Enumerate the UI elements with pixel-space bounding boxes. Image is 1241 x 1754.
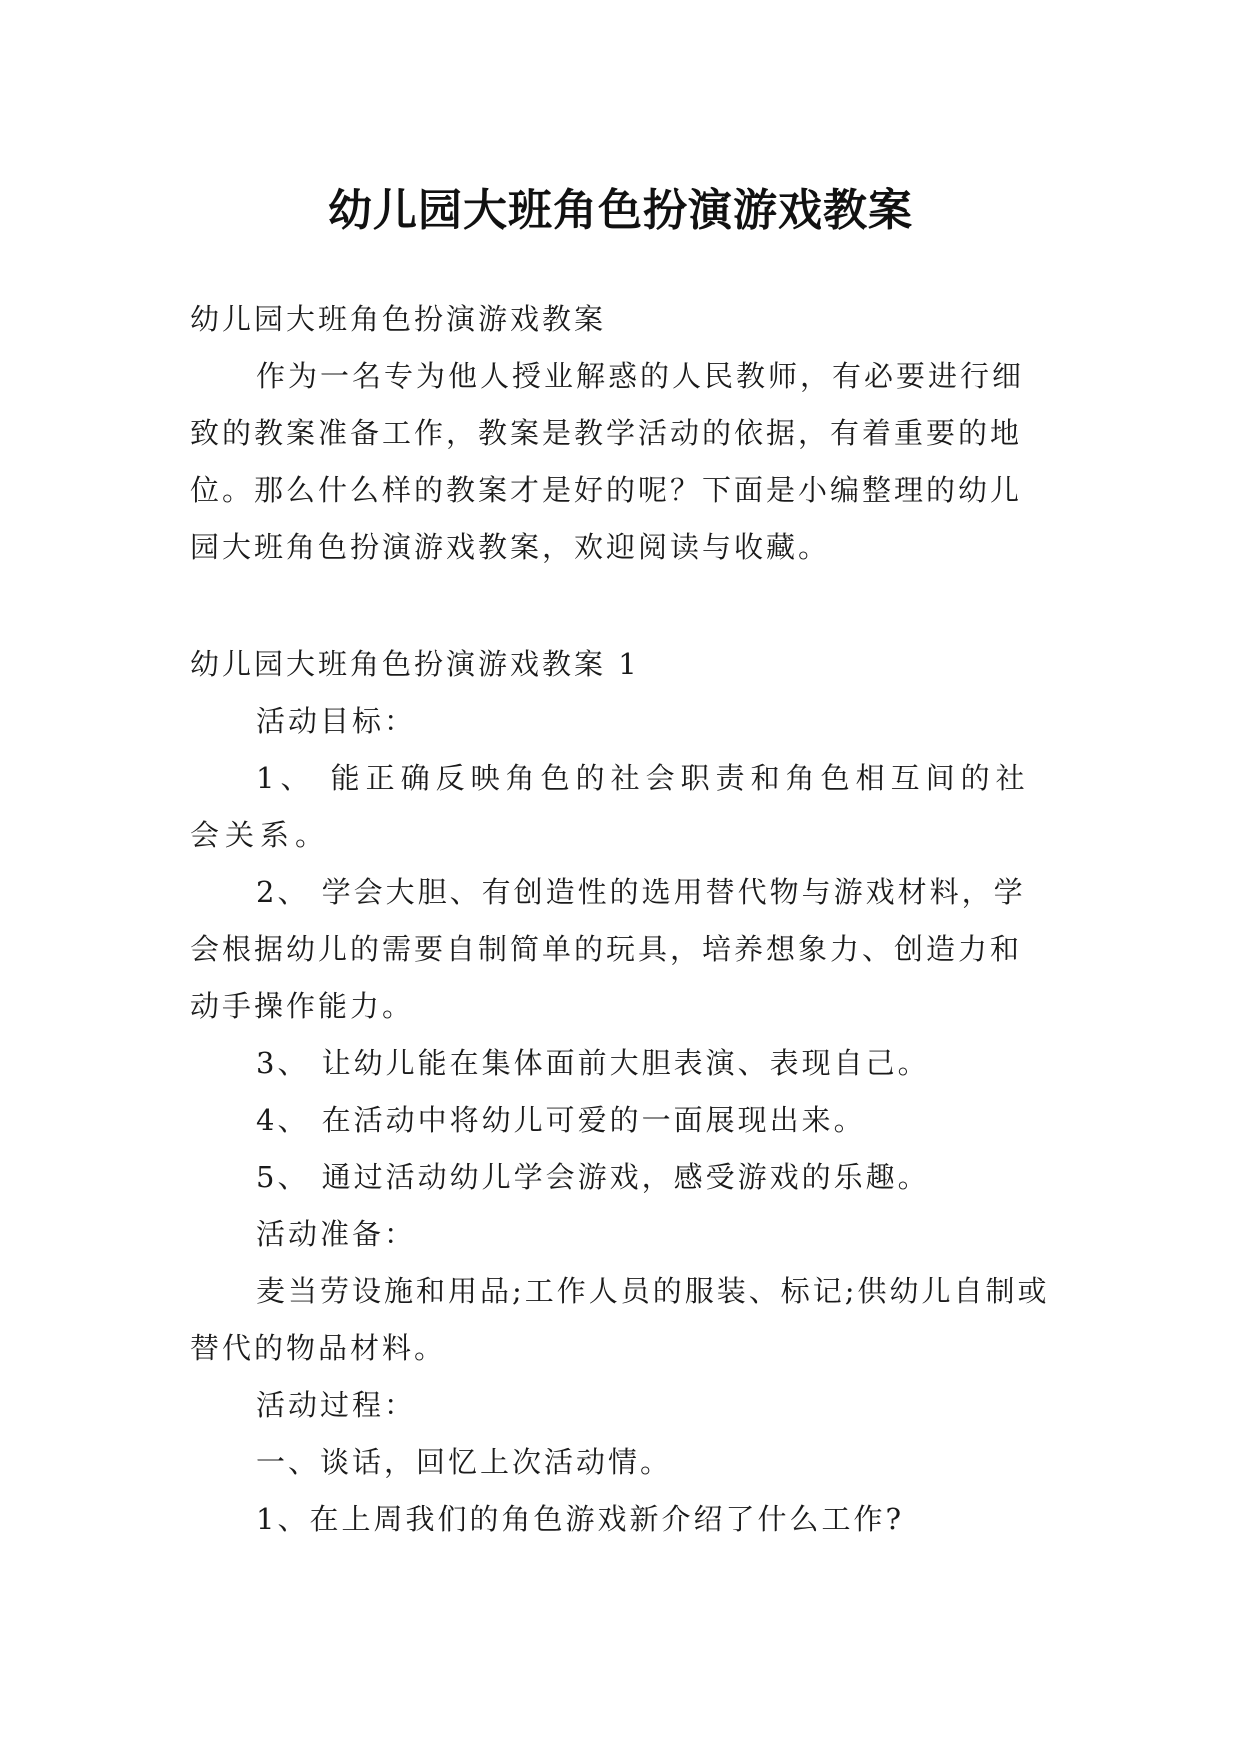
process-step-1: 一、谈话，回忆上次活动情。 — [256, 1445, 673, 1479]
goal-item-1: 1、 能正确反映角色的社会职责和角色相互间的社会关系。 — [190, 761, 1031, 852]
activity-goals-label: 活动目标： — [256, 704, 417, 738]
process-substep-1: 1、在上周我们的角色游戏新介绍了什么工作? — [256, 1502, 904, 1536]
goal-item-2: 2、 学会大胆、有创造性的选用替代物与游戏材料，学会根据幼儿的需要自制简单的玩具，培养想象力、创造力和动手操作能力。 — [190, 875, 1026, 1023]
activity-prep-label: 活动准备： — [256, 1217, 417, 1251]
activity-process-label: 活动过程： — [256, 1388, 417, 1422]
document-body — [190, 291, 1050, 1548]
activity-prep-text: 麦当劳设施和用品;工作人员的服装、标记;供幼儿自制或替代的物品材料。 — [190, 1274, 1050, 1365]
goal-item-5: 5、 通过活动幼儿学会游戏，感受游戏的乐趣。 — [256, 1160, 930, 1194]
goal-item-4: 4、 在活动中将幼儿可爱的一面展现出来。 — [256, 1103, 866, 1137]
section-heading: 幼儿园大班角色扮演游戏教案 1 — [190, 647, 640, 681]
subtitle-paragraph: 幼儿园大班角色扮演游戏教案 — [190, 302, 607, 336]
document-title: 幼儿园大班角色扮演游戏教案 — [328, 185, 913, 237]
intro-paragraph: 作为一名专为他人授业解惑的人民教师，有必要进行细致的教案准备工作，教案是教学活动的依据，有着重要的地位。那么什么样的教案才是好的呢？下面是小编整理的幼儿园大班角色扮演游戏教案，欢迎阅读与收藏。 — [190, 359, 1025, 564]
goal-item-3: 3、 让幼儿能在集体面前大胆表演、表现自己。 — [256, 1046, 930, 1080]
